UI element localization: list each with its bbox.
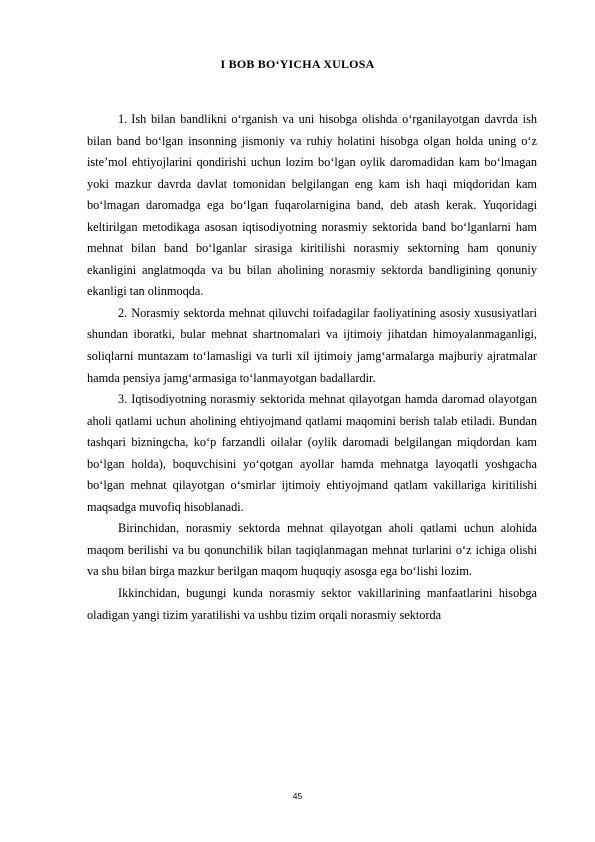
paragraph-5 — [87, 583, 537, 626]
paragraph-text: Birinchidan, norasmiy sektorda mehnat qilayotgan aholi qatlami uchun alohida maqom berilishi va bu qonunchilik bilan taqiqlanmagan mehnat turlarini o‘z ichiga olishi va shu bilan birga mazkur berilgan maqom huquqiy asosga ega bo‘lishi lozim. — [87, 521, 537, 579]
section-title: I BOB BO‘YICHA XULOSA — [220, 57, 375, 71]
paragraph-number: 2. — [118, 305, 128, 320]
page-number: 45 — [292, 791, 303, 801]
document-body — [87, 109, 537, 626]
paragraph-text: Ikkinchidan, bugungi kunda norasmiy sektor vakillarining manfaatlarini hisobga oladigan yangi tizim yaratilishi va ushbu tizim orqali norasmiy sektorda — [87, 586, 537, 622]
paragraph-2 — [87, 303, 537, 389]
paragraph-3 — [87, 389, 537, 518]
paragraph-number: 1. — [118, 112, 128, 126]
paragraph-text: Norasmiy sektorda mehnat qiluvchi toifadagilar faoliyatining asosiy xususiyatlari shundan iboratki, bular mehnat shartnomalari va ijtimoiy jihatdan himoyalanmaganligi, soliqlarni muntazam to‘lamasligi va turli xil ijtimoiy jamg‘armalarga majburiy ajratmalar hamda pensiya jamg‘armasiga to‘lanmayotgan badallardir. — [87, 305, 537, 385]
paragraph-4 — [87, 518, 537, 583]
paragraph-number: 3. — [118, 392, 128, 407]
paragraph-text: Iqtisodiyotning norasmiy sektorida mehnat qilayotgan hamda daromad olayotgan aholi qatlami uchun aholining ehtiyojmand qatlami maqomini berish talab etiladi. Bundan tashqari bizningcha, ko‘p farzandli oilalar (oylik daromadi belgilangan miqdordan kam bo‘lgan holda), boquvchisini yo‘qotgan ayollar hamda mehnatga layoqatli yoshgacha bo‘lgan mehnat qilayotgan o‘smirlar ijtimoiy ehtiyojmand qatlam vakillariga kiritilishi maqsadga muvofiq hisoblanadi. — [87, 392, 537, 514]
paragraph-1 — [87, 109, 537, 303]
paragraph-text: Ish bilan bandlikni o‘rganish va uni hisobga olishda o‘rganilayotgan davrda ish bilan band bo‘lgan insonning jismoniy va ruhiy holatini hisobga olgan holda uning o‘z iste’mol ehtiyojlarini qondirishi uchun lozim bo‘lgan oylik daromadidan kam bo‘lmagan yoki mazkur davrda davlat tomonidan belgilangan eng kam ish haqi miqdoridan kam bo‘lmagan daromadga ega bo‘lgan fuqarolarnigina band, deb atash kerak. Yuqoridagi keltirilgan metodikaga asosan iqtisodiyotning norasmiy sektorida band bo‘lganlarni ham mehnat bilan band bo‘lganlar sirasiga kiritilishi norasmiy sektorning ham qonuniy ekanligini anglatmoqda va bu bilan aholining norasmiy sektorda bandligining qonuniy ekanligi tan olinmoqda. — [87, 112, 537, 299]
